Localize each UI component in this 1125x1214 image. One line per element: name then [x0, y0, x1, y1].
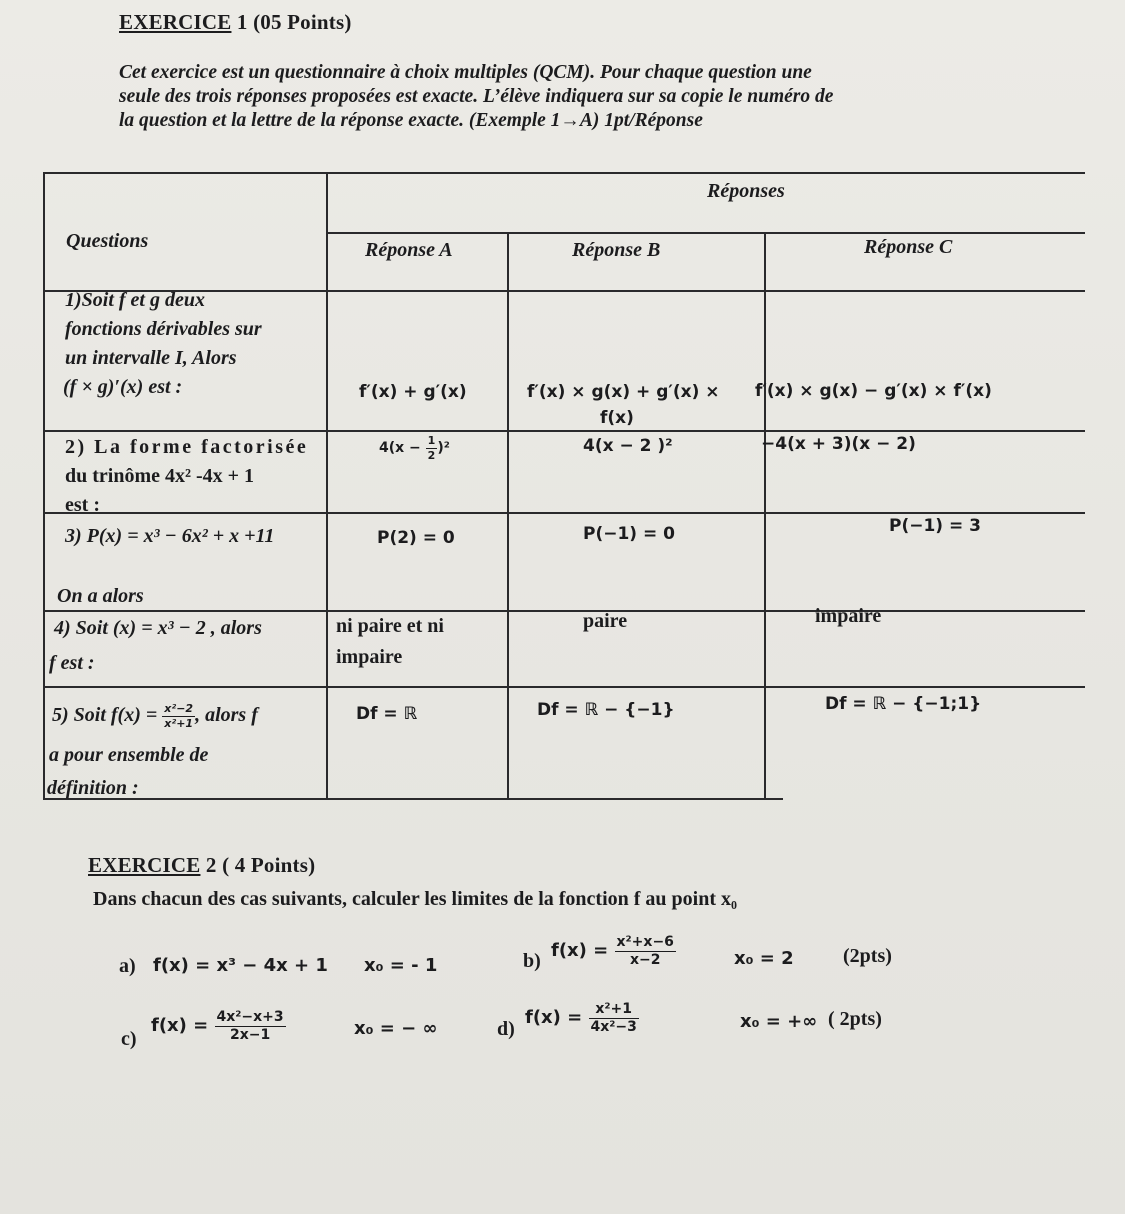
exercise2-item-c-x0: x₀ = − ∞	[354, 1018, 438, 1039]
q1-answer-b-line-2: f(x)	[600, 408, 634, 428]
q4-answer-b: paire	[583, 610, 628, 632]
exercise2-item-c-expression	[151, 1010, 286, 1042]
exercise2-item-c-label: c)	[121, 1028, 137, 1050]
q5-line-1-post: , alors f	[195, 704, 258, 726]
table-col-divider-1	[326, 172, 328, 800]
q1-line-1: 1)Soit f et g deux	[65, 289, 205, 311]
exercise2-item-b-expression	[551, 935, 676, 967]
exercise1-intro-line-1: Cet exercice est un questionnaire à choix multiples (QCM). Pour chaque question une	[119, 62, 812, 83]
exercise1-title-word: EXERCICE	[119, 10, 232, 34]
q3-line-2: On a alors	[57, 585, 144, 607]
exercise2-item-b-points: (2pts)	[843, 945, 892, 967]
exercise2-item-b-x0: x₀ = 2	[734, 948, 794, 969]
header-responses: Réponses	[707, 180, 785, 202]
q5-denominator: x²+1	[164, 716, 194, 730]
q4-answer-a-line-2: impaire	[336, 646, 403, 668]
exercise1-title-points: 1 (05 Points)	[231, 10, 352, 34]
table-line-row3-bottom	[43, 610, 1085, 612]
q3-answer-b: P(−1) = 0	[583, 524, 675, 544]
q1-answer-b-line-1: f′(x) × g(x) + g′(x) ×	[527, 382, 720, 402]
q2-answer-a-numerator: 1	[427, 433, 436, 447]
header-response-c: Réponse C	[864, 236, 953, 258]
exercise2-item-d-expression	[525, 1002, 639, 1034]
q3-answer-c: P(−1) = 3	[889, 516, 981, 536]
table-border-left	[43, 172, 45, 800]
exercise1-intro-line-2: seule des trois réponses proposées est exacte. L’élève indiquera sur sa copie le numéro de	[119, 86, 834, 107]
table-border-bottom	[43, 798, 783, 800]
exercise2-item-d-numerator: x²+1	[589, 1002, 639, 1019]
q3-line-1: 3) P(x) = x³ − 6x² + x +11	[65, 525, 275, 547]
q2-answer-c: −4(x + 3)(x − 2)	[761, 434, 916, 454]
exercise2-item-b-label: b)	[523, 950, 541, 972]
q5-answer-a: Df = ℝ	[356, 704, 418, 724]
q2-answer-a	[379, 434, 450, 463]
q2-line-2: du trinôme 4x² -4x + 1	[65, 465, 255, 487]
q2-answer-a-post: )²	[437, 440, 450, 456]
q5-line-2: a pour ensemble de	[49, 744, 209, 766]
q5-answer-b: Df = ℝ − {−1}	[537, 700, 675, 720]
header-questions: Questions	[66, 230, 149, 252]
q5-fraction	[162, 703, 195, 729]
qcm-table	[43, 172, 1085, 800]
table-line-subheader	[326, 232, 1085, 234]
q2-line-3: est :	[65, 494, 100, 516]
q1-line-2: fonctions dérivables sur	[65, 318, 262, 340]
exercise2-item-c-fraction	[215, 1010, 286, 1042]
exercise2-item-a-x0: x₀ = - 1	[364, 955, 438, 976]
q1-line-4: (f × g)′(x) est :	[63, 376, 183, 398]
q5-line-1	[52, 701, 258, 730]
exercise2-item-d-label: d)	[497, 1018, 515, 1040]
exercise2-item-d-fraction	[589, 1002, 639, 1034]
exercise2-item-c-pre: f(x) =	[151, 1015, 215, 1037]
q5-line-1-pre: 5) Soit f(x) =	[52, 704, 163, 726]
exercise2-title-word: EXERCICE	[88, 853, 201, 877]
table-col-divider-2	[507, 232, 509, 800]
table-border-top	[43, 172, 1085, 174]
header-response-b: Réponse B	[572, 239, 661, 261]
q1-line-3: un intervalle I, Alors	[65, 347, 237, 369]
exercise2-item-c-numerator: 4x²−x+3	[216, 1009, 284, 1025]
q4-answer-a-line-1: ni paire et ni	[336, 615, 444, 637]
exercise2-item-a-expression: f(x) = x³ − 4x + 1	[153, 955, 328, 976]
exercise2-item-d-points: ( 2pts)	[828, 1008, 882, 1030]
q2-answer-a-denominator: 2	[427, 448, 436, 462]
q4-answer-c: impaire	[815, 605, 882, 627]
q5-numerator: x²−2	[164, 702, 194, 716]
table-col-divider-3	[764, 232, 766, 800]
exercise2-item-c-denominator: 2x−1	[229, 1026, 271, 1043]
exercise2-instruction: Dans chacun des cas suivants, calculer les limites de la fonction f au point x₀	[93, 888, 737, 910]
exercise2-title-points: 2 ( 4 Points)	[200, 853, 316, 877]
header-response-a: Réponse A	[365, 239, 453, 261]
exercise2-item-d-x0: x₀ = +∞	[740, 1011, 818, 1032]
exercise2-item-b-fraction	[615, 935, 676, 967]
q1-answer-c: f′(x) × g(x) − g′(x) × f′(x)	[755, 381, 992, 401]
q1-answer-a: f′(x) + g′(x)	[359, 382, 467, 402]
exercise2-item-d-pre: f(x) =	[525, 1007, 589, 1029]
q5-answer-c: Df = ℝ − {−1;1}	[825, 694, 982, 714]
q2-line-1: 2) La forme factorisée	[65, 436, 309, 458]
exercise1-title	[119, 10, 352, 35]
q5-line-3: définition :	[47, 777, 139, 799]
q2-answer-a-fraction	[426, 435, 438, 461]
table-line-row4-bottom	[43, 686, 1085, 688]
q4-line-2: f est :	[49, 652, 95, 674]
exercise2-item-b-numerator: x²+x−6	[616, 934, 674, 950]
exercise2-item-d-denominator: 4x²−3	[590, 1018, 637, 1035]
exercise2-item-b-pre: f(x) =	[551, 940, 615, 962]
table-line-row1-bottom	[43, 430, 1085, 432]
exercise2-item-a-label: a)	[119, 955, 136, 977]
exercise2-title	[88, 853, 315, 878]
q2-answer-a-pre: 4(x −	[379, 440, 426, 456]
q4-line-1: 4) Soit (x) = x³ − 2 , alors	[54, 617, 262, 639]
exercise2-item-b-denominator: x−2	[629, 951, 661, 968]
q2-answer-b: 4(x − 2 )²	[583, 436, 673, 456]
exercise1-intro-line-3: la question et la lettre de la réponse exacte. (Exemple 1→A) 1pt/Réponse	[119, 110, 703, 131]
q3-answer-a: P(2) = 0	[377, 528, 455, 548]
